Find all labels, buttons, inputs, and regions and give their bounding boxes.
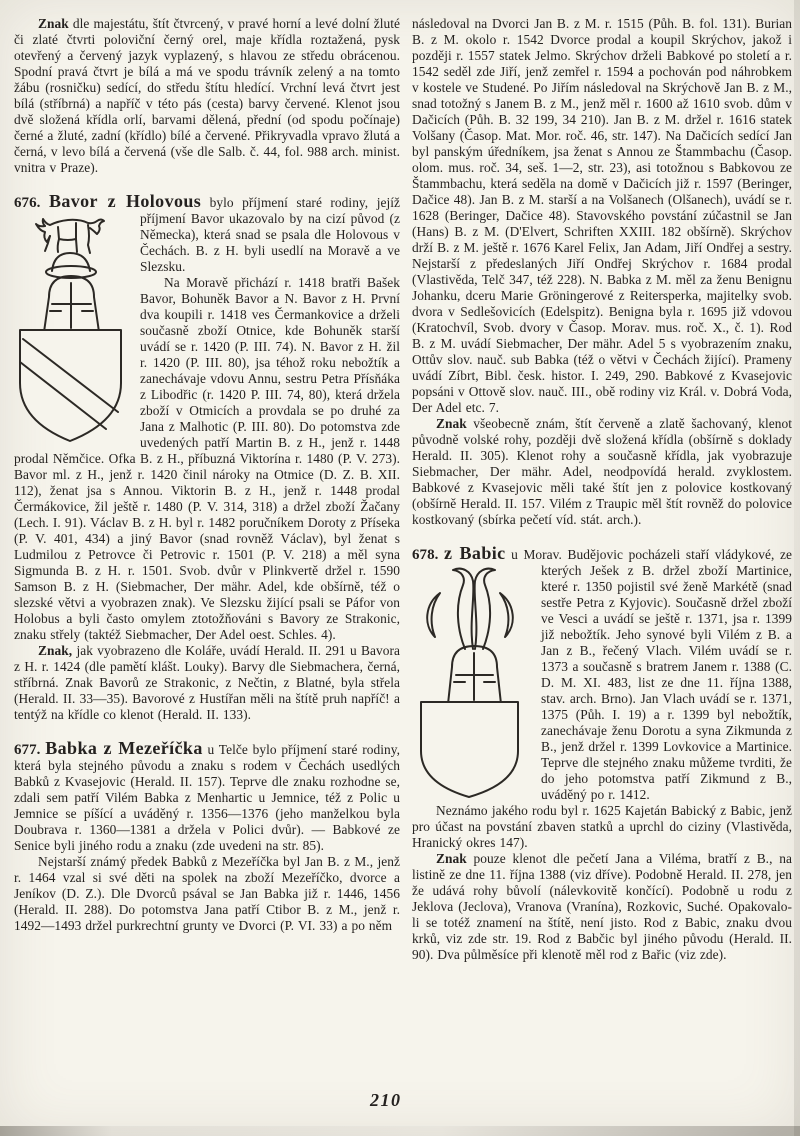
bull-crest-body: [43, 219, 104, 234]
section-678-znak-paragraph: [412, 851, 792, 963]
scan-edge-shadow-right: [794, 0, 800, 1136]
section-676-paragraph-2: Na Moravě přichází r. 1418 bratři Bašek Bavor, Bohuněk Bavor a N. Bavor z H. První dva koupili r. 1418 ves Čermankovice a drželi současně zboží Otnice, kde Bohuněk starší uvádí se r. 1420 (P. III. 74). N. Bavor z H. žil r. 1420 (P. III. 80), jsa téhož roku nebožtík a zanechávaje vdovu Annu, sestru Petra Přísňáka z Libodřic (r. 1420 P. III. 74, 80), která držela zboží v Otmicích a provdala se po druhé za Jana z Malhotic (P. III. 80). Do potomstva zde uvedených patří Martin B. z H., jenž r. 1448 prodal Němčice. Ofka B. z H., příbuzná Viktorína r. 1480 (P. V. 273). Bavor ml. z H., jenž r. 1420 činil nároky na Otmice (D. Z. B. XII. 112), ženat jsa s Annou. Viktorin B. z H., jenž r. 1448 prodal Čermákovice, žil ještě r. 1480 (P. V. 314, 318) a držel zboží Žačany (Lech. I. 91). Václav B. z H. byl r. 1482 poručníkem Doroty z Příseka (P. V. 401, 434) a jiný Bavor (snad rovněž Václav), byl ženat s Ludmilou z Petrovce či Petrovic r. 1501 (P. V. 218) a měl syna Sigmunda B. z H. r. 1501. Svob. dvůr v Plinkvertě držel r. 1590 Samson B. z H. (Siebmacher, Der mähr. Adel, kde obšírně, též o slezské větvi a vyobrazen znak). Ve Slezsku žijící psali se Páfor von Holobus a byli často omylem ztotožňováni s Bavory ze Strakonic, znaku střely (taktéž Siebmacher, Der Adel oest. Schles. 4).: [14, 275, 400, 642]
section-677-babka-z-mezericka: [14, 740, 400, 934]
paragraph-text: cizí původ (z Německa), která snad se psala dle Holovous v Čechách. B. z H. byli usedlí na Moravě a ve Slezsku.: [140, 211, 400, 274]
paragraph-text: bylo příjmení staré rodiny, jejíž příjmení Bavor ukazovalo by na: [140, 195, 400, 226]
crest-horn-right: [475, 569, 495, 649]
paragraph-text: jak vyobrazeno dle Koláře, uvádí Herald. II. 291 u Bavora z H. r. 1424 (dle pamětí klášt. Louky). Barvy dle Siebmachera, černá, stříbrná. Znak Bavorů ze Strakonic, z Nečtin, z Blatné, byla střela (Herald. II. 33—35). Bavorové z Hustířan měli na štítě pruh napříč! a tentýž na křídle co klenot (Herald. II. 133).: [14, 643, 400, 722]
shield: [20, 330, 121, 441]
section-678-paragraph-2: Neznámo jakého rodu byl r. 1625 Kajetán Babický z Babic, jenž pro účast na povstání zbaven statků a uprchl do ciziny (Vlastivěda, Hranický okres 147).: [412, 803, 792, 850]
section-677-opening-paragraph: [14, 740, 400, 854]
paragraph-text: ze kterých Ješek z B. držel zboží Martinice, které r. 1350 pojistil své ženě Markétě (snad sestře Petra z Kyjovic). Současně držel zboží ve Vesci a uvádí se ještě r. 1371, jsa r. 1399 již nebožtík. Jeho synové byli Vilém z B. a Jan z B., řečený Vlach. Vilém uvádí se r. 1373 a současně s bratrem Janem r. 1388 (C. D. M. XI. 483, list ze dne 11. října 1388, stav. arch. Brno). Jan Vlach uvádí se r. 1371, 1375 (Půh. I. 19) a r. 1399 byl nebožtík, zanechávaje ženu Dorotu a syna Zikmunda z B., jenž držel r. 1399 Lovkovice a Martinice. Teprve dle stejného znaku můžeme tvrditi, že do jeho potomstva patří Zikmund z B., uváděný po r. 1412.: [541, 547, 792, 802]
znak-vseobecne-paragraph: [412, 416, 792, 528]
section-number: 676.: [14, 195, 41, 211]
lead-word-znak: Znak: [38, 16, 69, 31]
crest-crescent-left: [427, 593, 440, 637]
right-column: [412, 16, 792, 1108]
paragraph-text: všeobecně znám, štít červeně a zlatě šachovaný, klenot původně volské rohy, později dvě složená křídla (obšírně s doklady Herald. II. 305). Klenot rohy a současně křídla, jak vyobrazuje Siebmacher, Der mähr. Adel, neodpovídá herald. zvyklostem. Babkové z Kvasejovic měli také štít jen z polovice kostkovaný (obšírně Herald. II. 157. Vilém z Traupic měl štít rovněž do polovice kostkovaný (sbírka pečetí víd. stát. arch.).: [412, 416, 792, 527]
section-677-paragraph-2: Nejstarší známý předek Babků z Mezeříčka byl Jan B. z M., jenž r. 1464 vzal si své děti na spolek na zboží Mezeříčko, dvorce a Jeníkov (D. Z.). Dle Dvorců psával se Jan Babka již r. 1446, 1456 (Herald. II. 288). Do potomstva Jana patří Ctibor B. z M., jenž r. 1492—1493 držel purkrechtní grunty ve Dvorci (P. VI. 33) a po něm: [14, 854, 400, 933]
paragraph-text: dle majestátu, štít čtvrcený, v pravé horní a levé dolní žluté či zlaté čtvrti poloviční černý orel, maje křídla roztažená, pysk otevřený a červený jazyk vyplazený, s hlavou ze středu obrácenou. Spodní pravá čtvrt je bílá a má ve spodu trávník zelený a na tomto žábu (rosničku) sedící, do středu štítu hledící. Vrchní levá čtvrt jest bílá (stříbrná) a napříč v této pás (cesta) barvy červené. Klenot jsou dvě složená křídla orlí, barvami dělená, přední (od spodu počínaje) černé a žluté, zadní (křídlo) bílé a červené. Přikryvadla vpravo žlutá a černá, v levo bílá a červená (vše dle Salb. č. 44, fol. 988 arch. minist. vnitra v Praze).: [14, 16, 400, 175]
page-number: 210: [370, 1090, 402, 1110]
paragraph-text: u Telče bylo příjmení staré rodiny, která byla stejného původu a znaku s rodem v Čechách usedlých Babků z Kvasejovic (Herald. II. 157). Teprve dle znaku rozhodne se, zdali sem patří Vilém Babka z Menhartic u Jemnice, též z Polic u Jemnice se píšící a uváděný r. 1356—1376 (jeho manželkou byla Doubrava r. 1360—1381 a držela v Polici dvůr). — Babkové ze Senice byli jiného rodu a znaku (zde uvedeni na str. 85).: [14, 742, 400, 853]
shield: [421, 702, 518, 797]
scan-edge-shadow-bottom: [0, 1126, 800, 1136]
continuation-paragraph: následoval na Dvorci Jan B. z M. r. 1515 (Půh. B. fol. 131). Burian B. z M. okolo r. 1542 Dvorce prodal a koupil Skrýchov, jakož i později r. 1557 statek Jelmo. Skrýchov drželi Babkové po století a r. 1542 seděl zde Jiří, jenž zemřel r. 1594 a pochován pod náhrobkem v kostele ve Studené. Po Jiřím následoval na Skrýchově Jan B. z M., snad totožný s Janem B. z M., jenž měl r. 1600 až 1610 svob. dům v Dačicích (Půh. B. 32 199, 34 210). Jan B. z M. držel r. 1616 statek Volšany (Časop. Mat. Mor. roč. 46, str. 147). Na Dačicích sedící Jan byl panským úředníkem, jsa ženat s Annou ze Štammbachu (Časop. olom. mus. roč. 34, seš. 1—2, str. 23), asi totožnou s Babkovou ze Štammbachu, která seděla na domě v Dačicích již r. 1597 (Beringer, Dačice 48). Jan B. z M. starší a na Volšanech (Olšanech), uvádí se r. 1628 (Beringer, Dačice 48). Stavovského povstání zúčastnil se Jan (Hans) B. z M. (D'Elvert, Schriften XXIII. 182 obšírně). Skrýchov drží B. z M. ještě r. 1676 Karel Felix, Jan Adam, Jiří Ondřej a sestry. Nejstarší z předeslaných Jiří Ondřej Skrýchov r. 1684 prodal (Vlastivěda, Telč 347, též 228). N. Babka z M. měl za ženu Benignu Johanku, dceru Marie Gröningerové z Reitersperka, majitelky svob. dvora v Sedlešovicích (Edelspitz). Benigna byla r. 1695 již vdovou (Kratochvíl, Svob. dvory v Časop. Morav. mus. roč. X., č. 1). Rod B. z M. uvádí Siebmacher, Der mähr. Adel 5 s vyobrazením znaku, Ottův slov. nauč. sub Babka (též o větvi v Čechách žijící). Prameny uvádí Zíbrt, Bibl. česk. histor. I. 249, 290. Babkové z Kvasejovic popsáni v Ottově slov. nauč. III., obě rodiny viz Král. v. Dobrá Voda, Der Adel etc. 7.: [412, 16, 792, 415]
section-676-opening-paragraph: [14, 193, 400, 275]
paragraph-znak-majestatu: [14, 16, 400, 176]
section-title: Bavor z Holovous: [48, 191, 202, 211]
paragraph-text: u Morav. Budějovic pocházeli staří vládykové,: [511, 547, 775, 562]
bull-crest-head: [36, 224, 50, 242]
babic-coat-of-arms-figure: [412, 567, 528, 799]
lead-word-znak: Znak,: [38, 643, 73, 658]
bull-crest-legs: [45, 223, 90, 253]
section-number: 678.: [412, 547, 439, 563]
section-number: 677.: [14, 742, 41, 758]
bavor-coat-of-arms-figure: [14, 215, 127, 443]
section-title: Babka z Mezeříčka: [45, 738, 203, 758]
crest-cap: [52, 253, 90, 271]
section-title: z Babic: [444, 543, 506, 563]
lead-word-znak: Znak: [436, 851, 467, 866]
section-678-z-babic: [412, 545, 792, 963]
crest-horn-left: [453, 569, 473, 649]
section-676-znak-paragraph: [14, 643, 400, 723]
section-678-opening-paragraph: [412, 545, 792, 803]
section-676-bavor-z-holovous: [14, 193, 400, 723]
left-column: [14, 16, 400, 1108]
paragraph-text: pouze klenot dle pečetí Jana a Viléma, bratří z B., na listině ze dne 11. října 1388 (viz dříve). Podobně Herald. II. 278, jen že udává rohy bůvolí (nálevkovitě končící). Podobně u rodu z Jeklova (Jeclova), Vranova (Vranína), Rozkovic, Suché. Opakovalo-li se totéž znamení na štítě, není jisto. Rod z Babic, znaku dvou krků, viz zde str. 19. Rod z Babčic byl jiného původu (Herald. II. 90). Dva půlměsíce při klenotě měl rod z Bařic (viz zde).: [412, 851, 792, 962]
crest-crescent-right: [500, 593, 513, 637]
lead-word-znak: Znak: [436, 416, 467, 431]
bull-crest-belly: [59, 239, 76, 240]
